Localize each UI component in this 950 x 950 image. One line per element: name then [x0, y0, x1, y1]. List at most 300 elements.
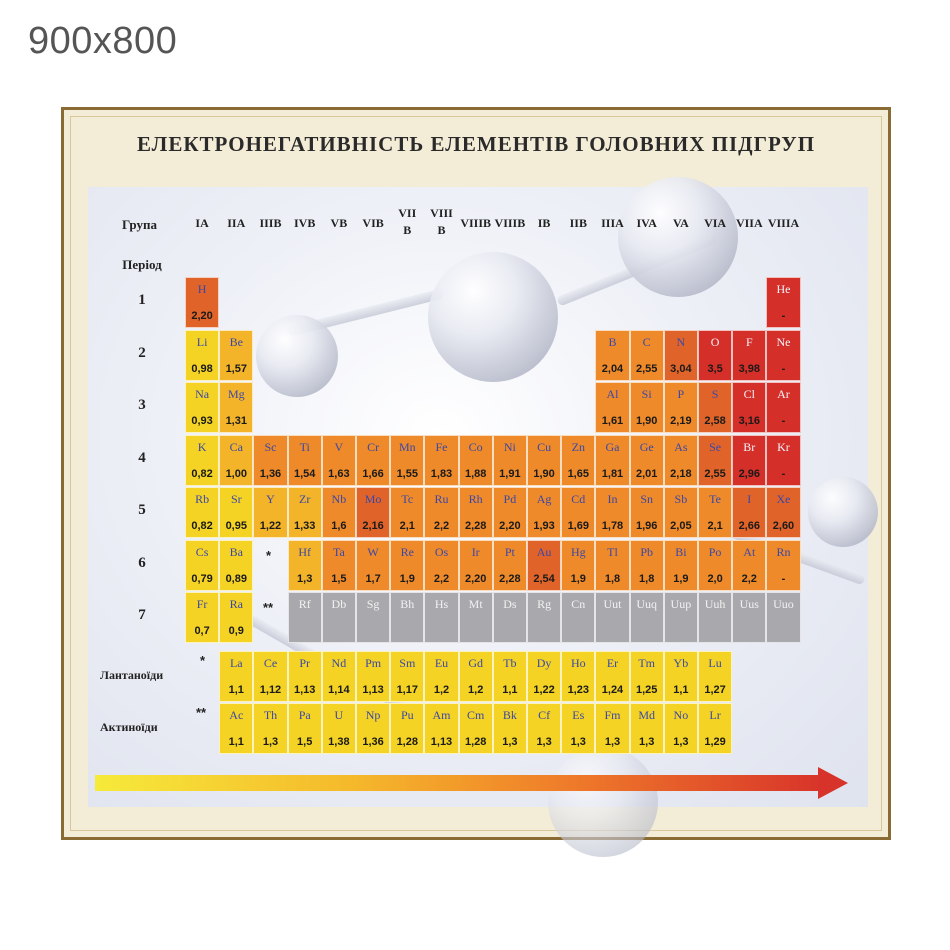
element-cell-na [185, 382, 219, 433]
element-cell-rb [185, 487, 219, 538]
group-header: VIA [704, 216, 727, 230]
period-label: 1 [138, 292, 146, 308]
electronegativity-value: 2,05 [670, 520, 692, 532]
electronegativity-value: 2,96 [738, 467, 760, 480]
element-symbol: Rf [298, 597, 311, 611]
element-symbol: Tc [401, 492, 414, 506]
element-cell-br [732, 435, 766, 486]
electronegativity-value: 1,00 [225, 467, 247, 480]
element-symbol: Cf [538, 708, 551, 722]
element-cell-co [459, 435, 493, 486]
element-cell-uus [732, 592, 766, 643]
period-label: 3 [138, 397, 146, 413]
electronegativity-value: 0,7 [194, 625, 210, 637]
element-cell-au [527, 540, 561, 591]
group-header: VIIIB [460, 216, 492, 230]
electronegativity-value: 0,9 [228, 625, 244, 637]
element-cell-xe [766, 487, 800, 538]
electronegativity-value: 0,95 [225, 520, 247, 532]
element-symbol: Ti [299, 439, 310, 454]
element-symbol: Pd [503, 492, 517, 506]
element-symbol: Ni [503, 439, 516, 454]
element-symbol: Lu [708, 656, 722, 670]
element-symbol: U [334, 708, 344, 722]
electronegativity-value: 1,5 [297, 736, 313, 748]
element-cell-s [698, 382, 732, 433]
element-symbol: Hs [434, 597, 449, 611]
actinoid-marker: ** [196, 705, 207, 720]
element-cell-te [698, 487, 732, 538]
element-symbol: P [677, 387, 685, 401]
element-symbol: Re [400, 544, 414, 559]
group-header: VB [330, 216, 348, 230]
group-header: VA [672, 216, 689, 230]
electronegativity-value: 1,55 [396, 467, 418, 480]
element-cell-b [595, 330, 629, 381]
element-symbol: Os [434, 544, 449, 559]
element-symbol: Es [572, 708, 585, 722]
element-symbol: N [676, 334, 686, 349]
actinoid-cell-np [356, 703, 390, 754]
element-symbol: Y [266, 492, 275, 506]
element-cell-ra [219, 592, 253, 643]
element-cell-ds [493, 592, 527, 643]
element-symbol: Uuo [773, 597, 794, 611]
group-header: IVB [294, 216, 316, 230]
element-cell-ag [527, 487, 561, 538]
element-cell-uuq [630, 592, 664, 643]
element-cell-v [322, 435, 356, 486]
element-symbol: Dy [536, 656, 552, 670]
element-symbol: B [608, 334, 617, 349]
element-symbol: Db [331, 597, 347, 611]
electronegativity-value: 2,2 [433, 572, 450, 585]
element-symbol: Sb [674, 492, 688, 506]
group-header: IA [195, 216, 209, 230]
electronegativity-value: 1,65 [567, 467, 589, 480]
element-cell-nb [322, 487, 356, 538]
period-label: 4 [138, 449, 146, 466]
element-symbol: Nb [331, 492, 347, 506]
electronegativity-value: 1,1 [228, 736, 244, 748]
element-symbol: Uuh [704, 597, 726, 611]
element-symbol: H [197, 282, 207, 296]
element-cell-rg [527, 592, 561, 643]
element-cell-kr [766, 435, 800, 486]
element-symbol: Ra [229, 597, 243, 611]
element-cell-al [595, 382, 629, 433]
element-symbol: At [743, 544, 756, 559]
element-symbol: Ir [471, 544, 480, 559]
element-symbol: Be [229, 334, 243, 349]
element-symbol: Tm [638, 656, 656, 670]
element-cell-i [732, 487, 766, 538]
lanthanoid-cell-tb [493, 651, 527, 702]
electronegativity-value: 2,16 [362, 520, 384, 532]
electronegativity-value: 2,60 [772, 520, 795, 532]
element-cell-cn [561, 592, 595, 643]
element-symbol: Uut [603, 597, 622, 611]
element-symbol: C [642, 334, 651, 349]
group-header: IIA [227, 216, 246, 230]
element-symbol: Ar [777, 387, 790, 401]
element-symbol: K [197, 439, 207, 454]
electronegativity-value: 1,90 [635, 415, 658, 427]
element-symbol: Am [432, 708, 451, 722]
element-symbol: Ru [434, 492, 449, 506]
element-symbol: Kr [777, 439, 790, 454]
actinoids-label: Актиноїди [100, 720, 158, 734]
element-cell-cl [732, 382, 766, 433]
element-symbol: Sn [640, 492, 654, 506]
element-symbol: Ba [229, 544, 243, 559]
element-cell-uuh [698, 592, 732, 643]
element-symbol: No [673, 708, 689, 722]
electronegativity-value: 1,1 [228, 684, 244, 696]
electronegativity-value: 1,33 [293, 520, 316, 532]
element-cell-he [766, 277, 800, 328]
element-symbol: Ge [639, 439, 654, 454]
element-cell-o [698, 330, 732, 381]
lanthanoid-cell-er [595, 651, 629, 702]
lanthanoid-cell-tm [630, 651, 664, 702]
element-symbol: Gd [468, 656, 484, 670]
element-symbol: Cn [571, 597, 586, 611]
period-header-label: Період [122, 257, 162, 272]
element-cell-li [185, 330, 219, 381]
element-cell-fr [185, 592, 219, 643]
element-symbol: Pr [299, 656, 311, 670]
element-symbol: Mn [398, 439, 416, 454]
element-cell-at [732, 540, 766, 591]
element-cell-sc [253, 435, 287, 486]
actinoid-cell-cf [527, 703, 561, 754]
element-cell-k [185, 435, 219, 486]
element-cell-mo [356, 487, 390, 538]
element-symbol: Ag [536, 492, 552, 506]
electronegativity-value: 0,82 [191, 467, 213, 480]
element-cell-cr [356, 435, 390, 486]
actinoid-cell-u [322, 703, 356, 754]
electronegativity-value: 1,3 [536, 736, 552, 748]
element-cell-ca [219, 435, 253, 486]
period-label: 2 [138, 344, 146, 361]
electronegativity-value: 1,61 [601, 415, 624, 427]
electronegativity-value: - [781, 310, 786, 322]
element-symbol: Br [743, 439, 756, 454]
element-symbol: Sr [230, 492, 242, 506]
element-cell-sb [664, 487, 698, 538]
actinoid-cell-es [561, 703, 595, 754]
element-symbol: O [710, 334, 720, 349]
electronegativity-value: 1,96 [635, 520, 658, 532]
element-symbol: Co [468, 439, 483, 454]
element-cell-uut [595, 592, 629, 643]
element-cell-hs [424, 592, 458, 643]
element-symbol: Bi [675, 544, 687, 559]
electronegativity-value: 2,28 [499, 572, 521, 585]
element-symbol: Uuq [636, 597, 658, 611]
element-symbol: Pt [504, 544, 515, 559]
element-symbol: La [229, 656, 243, 670]
electronegativity-value: 2,01 [635, 467, 658, 480]
electronegativity-value: - [781, 467, 786, 480]
element-symbol: Ds [503, 597, 517, 611]
electronegativity-value: 1,38 [328, 736, 350, 748]
element-symbol: Cl [743, 387, 755, 401]
electronegativity-value: 2,20 [499, 520, 521, 532]
electronegativity-value: 1,31 [225, 415, 247, 427]
electronegativity-value: 1,8 [639, 572, 655, 585]
actinoid-cell-lr [698, 703, 732, 754]
electronegativity-value: 0,93 [191, 415, 213, 427]
group-header: VIIA [735, 216, 763, 230]
period-label: 6 [138, 554, 146, 571]
element-symbol: Se [709, 439, 722, 454]
electronegativity-value: - [781, 572, 786, 585]
element-symbol: Bk [502, 708, 517, 722]
element-cell-db [322, 592, 356, 643]
electronegativity-value: 1,28 [396, 736, 418, 748]
element-symbol: Fm [604, 708, 621, 722]
element-symbol: Cm [467, 708, 485, 722]
electronegativity-value: 1,63 [328, 467, 350, 480]
element-cell-as [664, 435, 698, 486]
electronegativity-value: 3,98 [738, 362, 760, 375]
element-symbol: Pb [640, 544, 654, 559]
actinoid-cell-no [664, 703, 698, 754]
lanthanoid-cell-la [219, 651, 253, 702]
element-cell-ti [288, 435, 322, 486]
element-symbol: Cs [195, 544, 209, 559]
element-symbol: Al [606, 387, 619, 401]
electronegativity-value: 2,58 [704, 415, 726, 427]
period-label: 7 [138, 607, 146, 623]
group-header: VIIIA [767, 216, 800, 230]
element-symbol: Ta [332, 544, 345, 559]
actinoid-cell-pa [288, 703, 322, 754]
element-symbol: Ce [263, 656, 278, 670]
element-cell-h [185, 277, 219, 328]
element-symbol: Ne [776, 334, 791, 349]
electronegativity-value: 1,81 [601, 467, 624, 480]
element-symbol: Rg [537, 597, 552, 611]
element-symbol: Li [196, 334, 208, 349]
element-symbol: Nd [331, 656, 347, 670]
element-symbol: Si [641, 387, 652, 401]
element-symbol: Ca [229, 439, 243, 454]
element-cell-ba [219, 540, 253, 591]
actinoid-cell-th [253, 703, 287, 754]
element-cell-ga [595, 435, 629, 486]
element-cell-hf [288, 540, 322, 591]
gradient-arrow-shaft [95, 775, 825, 791]
element-cell-in [595, 487, 629, 538]
actinoid-cell-fm [595, 703, 629, 754]
electronegativity-value: 1,13 [362, 684, 384, 696]
element-symbol: Cd [571, 492, 586, 506]
electronegativity-value: 1,2 [468, 684, 484, 696]
element-cell-ar [766, 382, 800, 433]
element-cell-bi [664, 540, 698, 591]
electronegativity-value: 1,3 [604, 736, 621, 748]
element-cell-y [253, 487, 287, 538]
element-cell-bh [390, 592, 424, 643]
electronegativity-value: 1,3 [297, 572, 313, 585]
element-cell-cd [561, 487, 595, 538]
element-symbol: Au [536, 544, 552, 559]
element-cell-sn [630, 487, 664, 538]
element-symbol: Np [365, 708, 381, 722]
element-cell-tc [390, 487, 424, 538]
element-symbol: Pu [400, 708, 414, 722]
electronegativity-value: 2,2 [433, 520, 450, 532]
actinoid-cell-cm [459, 703, 493, 754]
electronegativity-value: 3,5 [707, 362, 723, 375]
element-symbol: Cu [537, 439, 552, 454]
element-symbol: Th [263, 708, 278, 722]
electronegativity-value: 2,66 [738, 520, 760, 532]
lanthanoid-cell-nd [322, 651, 356, 702]
electronegativity-value: 1,90 [533, 467, 555, 480]
element-symbol: Rh [468, 492, 483, 506]
element-symbol: S [711, 387, 719, 401]
element-cell-fe [424, 435, 458, 486]
electronegativity-value: 2,2 [741, 572, 757, 585]
element-symbol: Pm [365, 656, 382, 670]
electronegativity-value: - [781, 415, 786, 427]
group-header: VIB [362, 216, 384, 230]
element-symbol: Mg [227, 387, 245, 401]
element-cell-re [390, 540, 424, 591]
element-cell-zn [561, 435, 595, 486]
element-symbol: Uus [739, 597, 759, 611]
electronegativity-value: 1,22 [533, 684, 555, 696]
group-header: IIIA [601, 216, 624, 230]
element-symbol: Tb [503, 656, 517, 670]
element-cell-p [664, 382, 698, 433]
group-header: VIIIB [494, 216, 526, 230]
element-cell-rn [766, 540, 800, 591]
element-cell-hg [561, 540, 595, 591]
electronegativity-value: 1,27 [704, 684, 726, 696]
electronegativity-value: 2,1 [399, 520, 415, 532]
element-symbol: Po [708, 544, 722, 559]
element-cell-uuo [766, 592, 800, 643]
electronegativity-value: 1,78 [601, 520, 624, 532]
actinoid-cell-ac [219, 703, 253, 754]
element-cell-n [664, 330, 698, 381]
electronegativity-value: 1,69 [567, 520, 589, 532]
lanthanoid-cell-yb [664, 651, 698, 702]
element-symbol: Yb [673, 656, 689, 670]
element-symbol: Hf [298, 544, 312, 559]
electronegativity-value: 1,6 [331, 520, 347, 532]
element-symbol: In [607, 492, 618, 506]
electronegativity-value: 1,57 [225, 362, 247, 375]
electronegativity-value: 1,25 [635, 684, 658, 696]
element-symbol: Uup [670, 597, 692, 611]
lanthanoid-cell-ce [253, 651, 287, 702]
element-symbol: F [745, 334, 753, 349]
lanthanoid-marker: * [200, 653, 206, 668]
element-symbol: Fe [435, 439, 448, 454]
element-cell-ir [459, 540, 493, 591]
electronegativity-value: 1,91 [499, 467, 521, 480]
element-symbol: Cr [367, 439, 380, 454]
poster-title: ЕЛЕКТРОНЕГАТИВНІСТЬ ЕЛЕМЕНТІВ ГОЛОВНИХ ПІДГРУП [136, 132, 816, 156]
group-header: IIB [569, 216, 587, 230]
electronegativity-value: 2,1 [707, 520, 723, 532]
group-header: VII B [398, 206, 417, 237]
electronegativity-value: 1,2 [433, 684, 450, 696]
electronegativity-value: 1,14 [328, 684, 350, 696]
element-symbol: Hg [570, 544, 586, 559]
electronegativity-value: 3,04 [670, 362, 692, 375]
lanthanoid-cell-dy [527, 651, 561, 702]
element-cell-zr [288, 487, 322, 538]
electronegativity-value: 2,54 [533, 572, 555, 585]
element-symbol: Fr [196, 597, 208, 611]
element-symbol: As [674, 439, 688, 454]
electronegativity-value: 2,55 [635, 362, 658, 375]
electronegativity-value: 1,29 [704, 736, 726, 748]
actinoid-cell-md [630, 703, 664, 754]
element-cell-po [698, 540, 732, 591]
lanthanoid-marker-main: * [266, 548, 272, 563]
actinoid-cell-pu [390, 703, 424, 754]
element-cell-ru [424, 487, 458, 538]
group-header: IVA [636, 216, 657, 230]
element-symbol: Lr [709, 708, 721, 722]
element-cell-pd [493, 487, 527, 538]
element-symbol: Tl [607, 544, 618, 559]
electronegativity-value: 1,13 [293, 684, 316, 696]
element-symbol: Sc [264, 439, 277, 454]
element-cell-w [356, 540, 390, 591]
element-cell-pb [630, 540, 664, 591]
electronegativity-value: 2,20 [191, 310, 213, 322]
element-symbol: Zn [571, 439, 585, 454]
group-header: IB [537, 216, 551, 230]
lanthanoids-label: Лантаноїди [100, 668, 164, 682]
electronegativity-value: 2,04 [601, 362, 624, 375]
lanthanoid-cell-lu [698, 651, 732, 702]
element-symbol: Md [638, 708, 656, 722]
element-symbol: Er [606, 656, 619, 670]
period-label: 5 [138, 502, 146, 518]
element-cell-si [630, 382, 664, 433]
element-symbol: Te [709, 492, 721, 506]
electronegativity-value: 1,22 [259, 520, 282, 532]
electronegativity-value: 2,0 [707, 572, 723, 585]
electronegativity-value: 1,13 [430, 736, 453, 748]
lanthanoid-cell-sm [390, 651, 424, 702]
element-symbol: Mt [468, 597, 483, 611]
element-cell-os [424, 540, 458, 591]
element-symbol: Rn [776, 544, 791, 559]
lanthanoid-cell-gd [459, 651, 493, 702]
element-cell-mt [459, 592, 493, 643]
electronegativity-value: 1,66 [362, 467, 384, 480]
element-cell-ni [493, 435, 527, 486]
element-cell-c [630, 330, 664, 381]
group-header: IIIB [259, 216, 282, 230]
electronegativity-value: 1,8 [604, 572, 621, 585]
actinoid-cell-bk [493, 703, 527, 754]
arrow-head-icon [818, 767, 848, 799]
electronegativity-value: 1,88 [464, 467, 487, 480]
